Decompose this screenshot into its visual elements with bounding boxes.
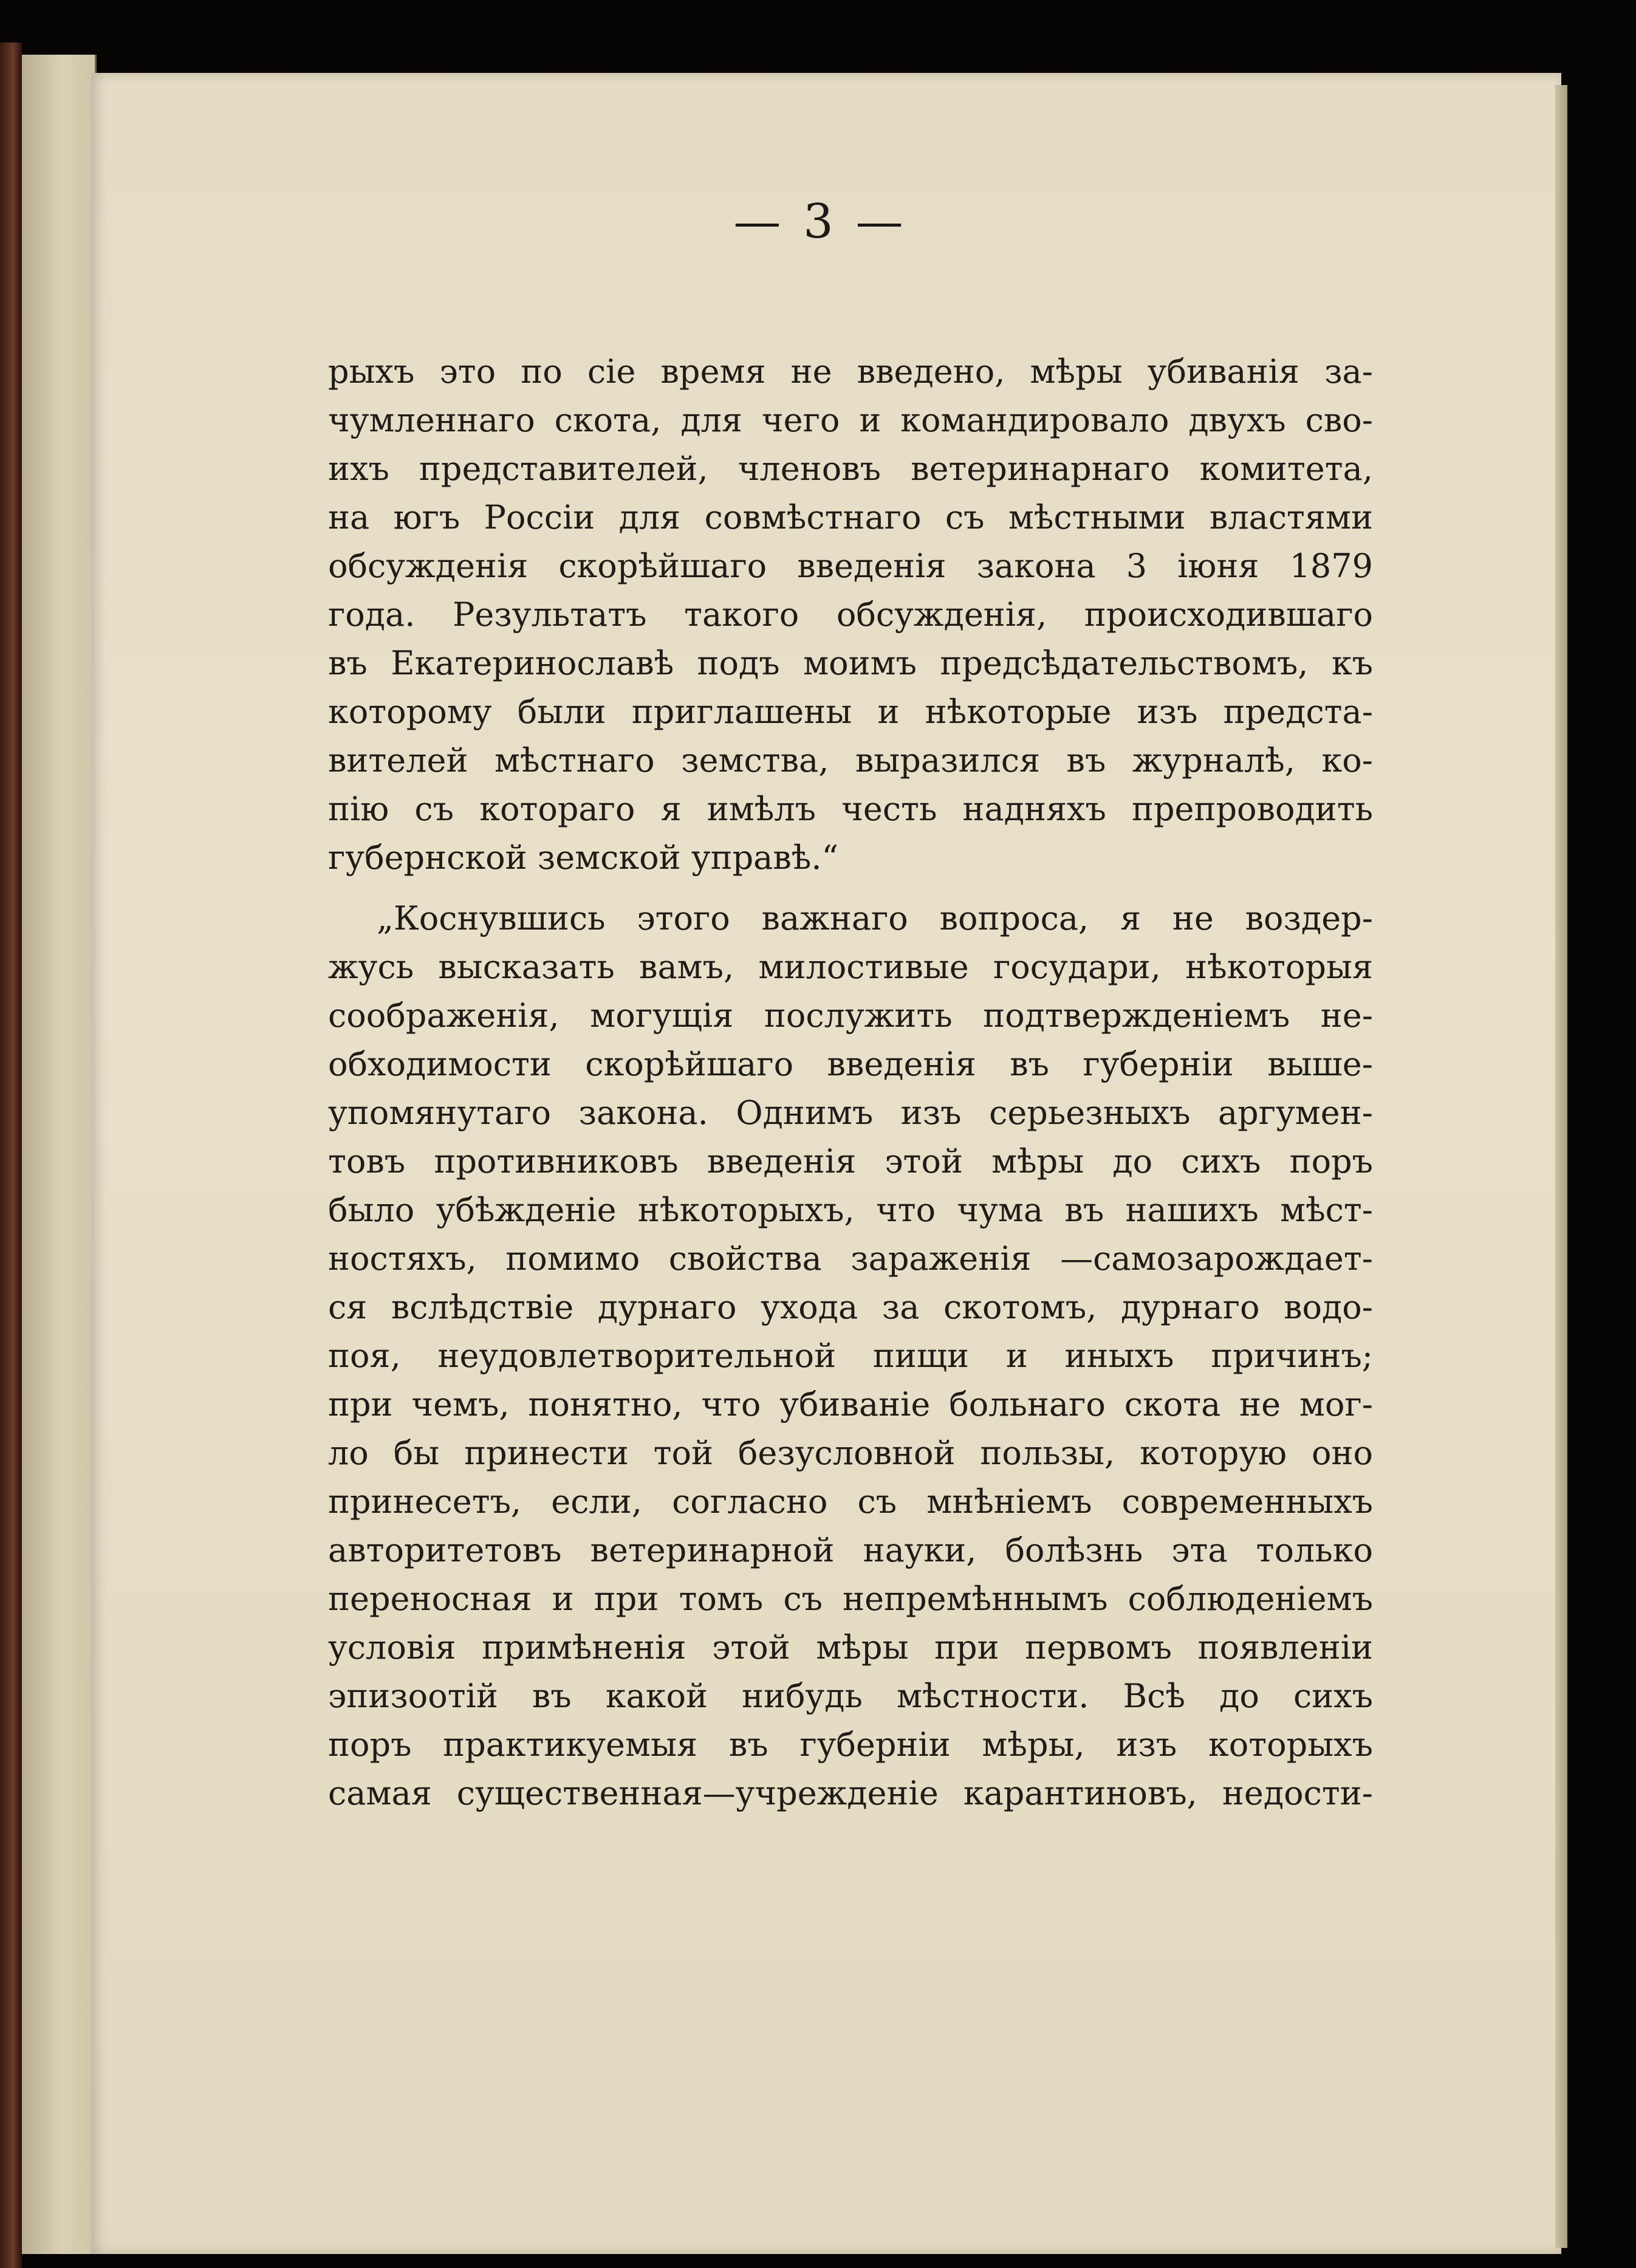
text-line: было убѣжденіе нѣкоторыхъ, что чума въ нашихъ мѣст-: [328, 1191, 1373, 1229]
text-line: при чемъ, понятно, что убиваніе больнаго скота не мог-: [328, 1385, 1373, 1423]
page-number: — 3 —: [733, 194, 907, 249]
text-line: ихъ представителей, членовъ ветеринарнаго комитета,: [328, 450, 1373, 488]
text-line: эпизоотій въ какой нибудь мѣстности. Всѣ до сихъ: [328, 1677, 1373, 1715]
text-line: „Коснувшись этого важнаго вопроса, я не воздер-: [377, 899, 1373, 937]
text-line: пію съ котораго я имѣлъ честь надняхъ препроводить: [328, 790, 1373, 828]
text-line: упомянутаго закона. Однимъ изъ серьезныхъ аргумен-: [328, 1094, 1373, 1132]
text-line: года. Результатъ такого обсужденія, происходившаго: [328, 595, 1373, 634]
text-line: авторитетовъ ветеринарной науки, болѣзнь эта только: [328, 1531, 1373, 1569]
text-line: поръ практикуемыя въ губерніи мѣры, изъ которыхъ: [328, 1725, 1373, 1764]
text-line: товъ противниковъ введенія этой мѣры до сихъ поръ: [328, 1142, 1373, 1180]
text-line: обсужденія скорѣйшаго введенія закона 3 іюня 1879: [328, 547, 1373, 585]
text-line: ся вслѣдствіе дурнаго ухода за скотомъ, дурнаго водо-: [328, 1288, 1373, 1326]
text-line: принесетъ, если, согласно съ мнѣніемъ современныхъ: [328, 1482, 1373, 1521]
paragraph-gap: [328, 882, 1373, 894]
book-spine: [0, 43, 22, 2268]
body-text: [328, 348, 1373, 1818]
text-line: ло бы принести той безусловной пользы, которую оно: [328, 1434, 1373, 1472]
text-line: переносная и при томъ съ непремѣннымъ соблюденіемъ: [328, 1580, 1373, 1618]
text-line: ностяхъ, помимо свойства зараженія —самозарождает-: [328, 1239, 1373, 1278]
text-line: вителей мѣстнаго земства, выразился въ журналѣ, ко-: [328, 741, 1373, 779]
text-line: условія примѣненія этой мѣры при первомъ появленіи: [328, 1628, 1373, 1667]
left-page-edge: [22, 55, 97, 2254]
text-line: обходимости скорѣйшаго введенія въ губерніи выше-: [328, 1045, 1373, 1083]
text-line: которому были приглашены и нѣкоторые изъ предста-: [328, 693, 1373, 731]
text-line: самая существенная—учрежденіе карантиновъ, недости-: [328, 1774, 1373, 1812]
text-line: губернской земской управѣ.“: [328, 838, 839, 877]
text-line: соображенія, могущія послужить подтвержденіемъ не-: [328, 996, 1373, 1035]
right-page-edge: [1555, 85, 1567, 2248]
text-line: жусь высказать вамъ, милостивые государи, нѣкоторыя: [328, 948, 1373, 986]
text-line: въ Екатеринославѣ подъ моимъ предсѣдательствомъ, къ: [328, 644, 1373, 682]
text-line: на югъ Россіи для совмѣстнаго съ мѣстными властями: [328, 498, 1373, 536]
text-line: чумленнаго скота, для чего и командировало двухъ сво-: [328, 401, 1373, 439]
text-line: рыхъ это по сіе время не введено, мѣры убиванія за-: [328, 352, 1373, 391]
text-line: поя, неудовлетворительной пищи и иныхъ причинъ;: [328, 1337, 1373, 1375]
